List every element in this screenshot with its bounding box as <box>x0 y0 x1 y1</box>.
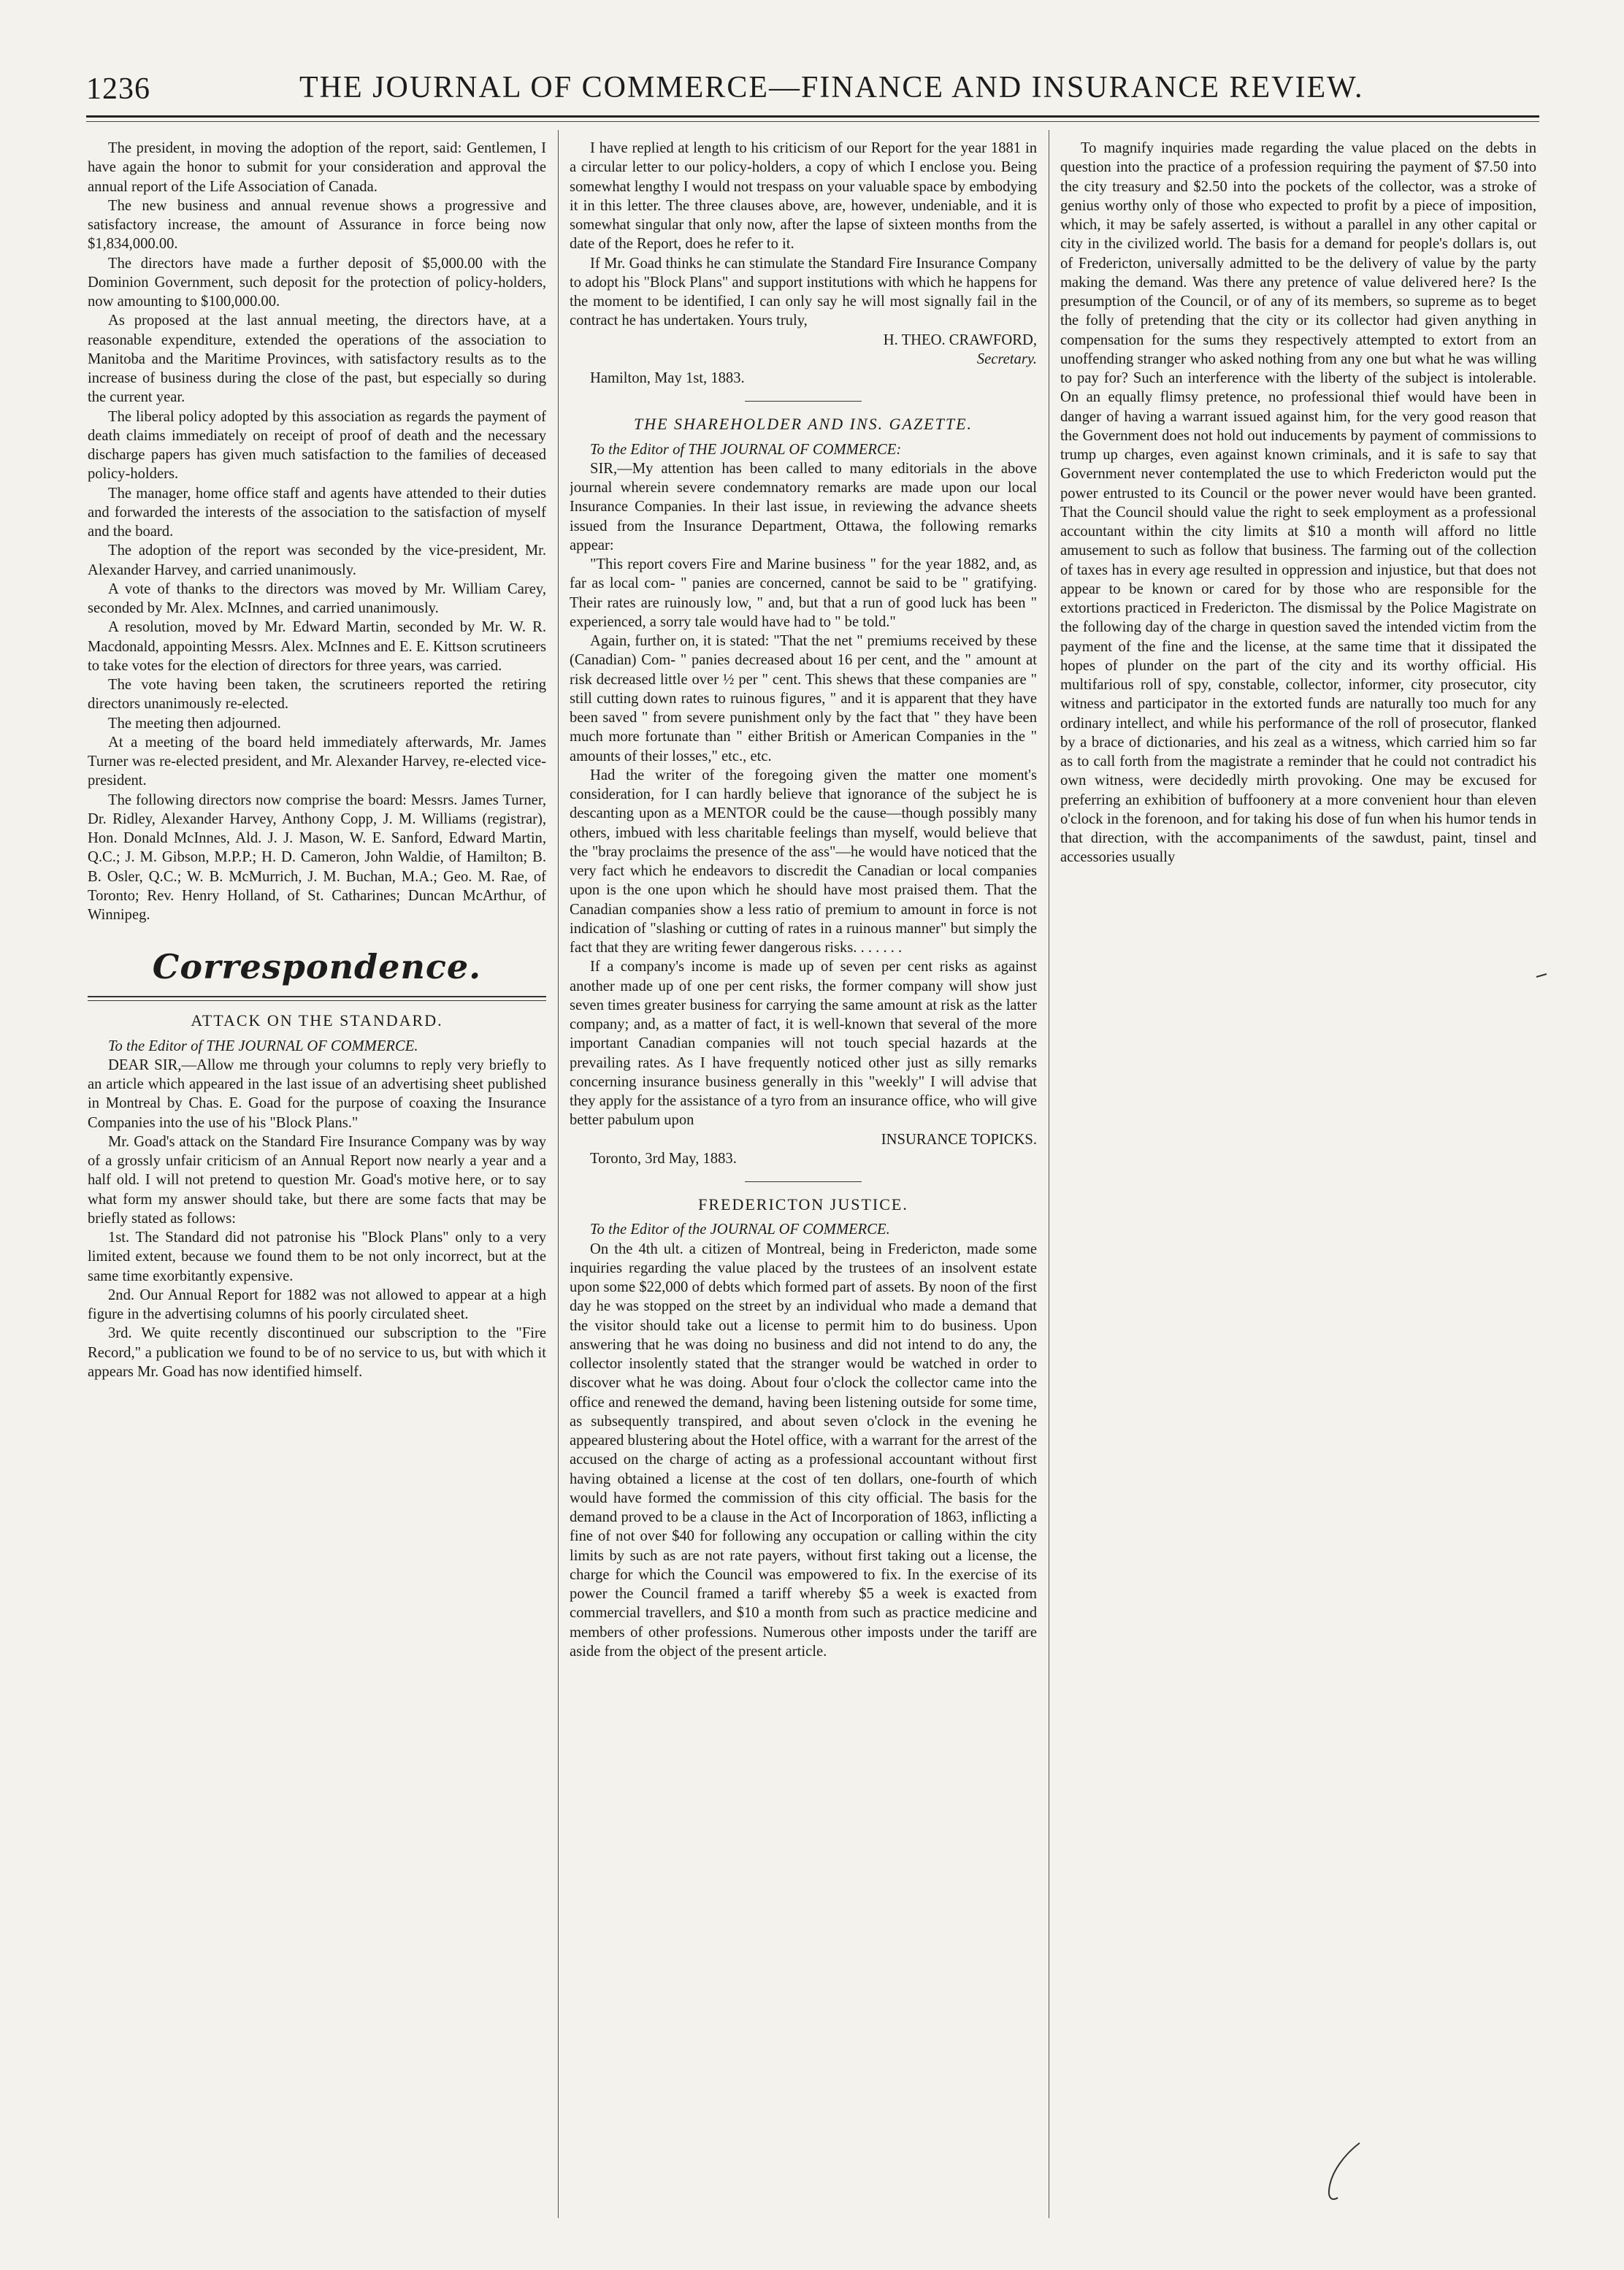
running-head: THE JOURNAL OF COMMERCE—FINANCE AND INSURANCE REVIEW. <box>299 71 1364 104</box>
column-1 <box>88 139 546 2139</box>
paragraph: To magnify inquiries made regarding the value placed on the debts in question into the practice of a profession requiring the payment of $7.50 into the city treasury and $2.50 into the pockets of the collector, was a stroke of genius worthy only of those who expected to profit by a piece of imposition, which, it may be safely asserted, is without a parallel in any other capital or city in the civilized world. The basis for a demand for people's dollars is, out of Fredericton, universally admitted to be the delivery of value by the party making the demand. Was there any pretence of value delivered here? Is the presumption of the Council, or of any of its members, so supreme as to beget the folly of pretending that the city or its collector had given anything in compensation for the sums they respectively attempted to extort from an unoffending stranger who asked nothing from any one but what he was willing to pay for? Such an interference with the liberty of the subject is intolerable. On an equally flimsy pretence, no professional thief would have been in danger of having a warrant issued against him, for the very good reason that the Government does not hold out inducements by payment of commissions to trump up charges, even against known criminals, and it is safe to say that Government never contemplated the use to which Fredericton would put the power entrusted to its Council or the power never would have been granted. That the Council should value the right to seek employment as a professional accountant within the city limits at $10 a month will afford no little amusement to such as follow that business. The farming out of the collection of taxes has in every age resulted in oppression and injustice, but that does not appear to be known or cared for by those who are responsible for the extortions practiced in Fredericton. The dismissal by the Police Magistrate on the following day of the charge in question saved the intended victim from the payment of the fine and the license, at the same time that it dissipated the hopes of plunder on the part of the city and its worthy official. His multifarious roll of spy, constable, collector, informer, city prosecutor, city witness and participator in the extorted funds are naturally too much for any ordinary intellect, and while his performance of the roll of prosecutor, flanked by a brace of dictionaries, and his zeal as a witness, which carried him so far as to call forth from the magistrate a reminder that he could not contradict his own witness, were decidedly mirth provoking. One may be excused for preferring an exhibition of buffoonery at a more convenient hour than eleven o'clock in the forenoon, and for taking his dose of fun when his humor tends in that direction, with the accompaniments of the sawdust, paint, tinsel and accessories usually <box>1060 140 1536 866</box>
quoted-paragraph: "This report covers Fire and Marine business " for the year 1882, and, as far as local com- " panies are concerned, cannot be said to be " gratifying. Their rates are ruinously low, " and, but that a run of good luck has been " experienced, a sorry tale would have had to " be told." <box>570 556 1037 630</box>
paragraph: The meeting then adjourned. <box>108 715 281 732</box>
page-number: 1236 <box>86 72 150 106</box>
paragraph: The manager, home office staff and agents have attended to their duties and forwarded the interests of the association to the satisfaction of myself and the board. <box>88 485 546 540</box>
paragraph: Mr. Goad's attack on the Standard Fire Insurance Company was by way of a grossly unfair criticism of an Annual Report now nearly a year and a half old. I will not pretend to question Mr. Goad's motive here, or to say what form my answer should take, but there are some facts that may be briefly stated as follows: <box>88 1133 546 1227</box>
margin-pen-mark <box>1535 971 1550 980</box>
header-rule-thin <box>86 121 1539 122</box>
section-double-rule <box>88 996 546 1001</box>
letter-dateline: Toronto, 3rd May, 1883. <box>590 1150 737 1167</box>
letter-signature: INSURANCE TOPICKS. <box>881 1131 1037 1148</box>
column-2 <box>570 139 1037 2110</box>
paragraph: A resolution, moved by Mr. Edward Martin, seconded by Mr. W. R. Macdonald, appointing Messrs. Alex. McInnes and E. E. Kittson scrutineers to take votes for the election of directors for three years, was carried. <box>88 619 546 674</box>
quoted-paragraph: Again, further on, it is stated: "That the net " premiums received by these (Canadian) Com- " panies decreased about 16 per cent, and the " amount at risk decreased little over ½ per " cent. This shews that these companies are " still cutting down rates to ruinous figures, " and it is apparent that they have been saved " from severe punishment only by the fact that " they have been much more fortunate than " either British or American Companies in the " amounts of their losses," etc., etc. <box>570 633 1037 764</box>
header-rule <box>86 115 1539 118</box>
letter-salutation: To the Editor of THE JOURNAL OF COMMERCE: <box>590 441 902 458</box>
letter-signature: H. THEO. CRAWFORD, <box>883 331 1037 348</box>
paragraph: If Mr. Goad thinks he can stimulate the Standard Fire Insurance Company to adopt his "Block Plans" and support institutions with which he happens for the moment to be identified, I can only say he will most signally fail in the contract he has undertaken. Yours truly, <box>570 255 1037 329</box>
letter-salutation: To the Editor of the JOURNAL OF COMMERCE. <box>590 1222 890 1238</box>
paragraph: 1st. The Standard did not patronise his "Block Plans" only to a very limited extent, because we found them to be not only incorrect, but at the same time exorbitantly expensive. <box>88 1230 546 1284</box>
paragraph: As proposed at the last annual meeting, the directors have, at a reasonable expenditure, extended the operations of the association to Manitoba and the Maritime Provinces, with satisfactory results as to the increase of business during the close of the past, but especially so during the current year. <box>88 312 546 406</box>
paragraph: The directors have made a further deposit of $5,000.00 with the Dominion Government, such deposit for the protection of policy-holders, now amounting to $100,000.00. <box>88 255 546 310</box>
section-rule <box>745 401 862 402</box>
paragraph: 2nd. Our Annual Report for 1882 was not allowed to appear at a high figure in the advertising columns of his poorly circulated sheet. <box>88 1287 546 1322</box>
section-rule <box>745 1181 862 1182</box>
paragraph: The following directors now comprise the board: Messrs. James Turner, Dr. Ridley, Alexander Harvey, Anthony Copp, J. M. Williams (registrar), Hon. Donald McInnes, Ald. J. J. Mason, W. E. Sanford, Edward Martin, Q.C.; J. M. Gibson, M.P.P.; H. D. Cameron, John Waldie, of Hamilton; B. B. Osler, Q.C.; W. B. McMurrich, J. M. Buchan, M.A.; Geo. M. Rae, of Toronto; Rev. Henry Holland, of St. Catharines; Duncan McArthur, of Winnipeg. <box>88 791 546 923</box>
paragraph: A vote of thanks to the directors was moved by Mr. William Carey, seconded by Mr. Alex. McInnes, and carried unanimously. <box>88 580 546 616</box>
paragraph: If a company's income is made up of seven per cent risks as against another made up of one per cent risks, the former company will show just seven times greater business for carrying the same amount at risk as the latter company; and, as a matter of fact, it is well-known that several of the more important Canadian companies will not touch special hazards at the prevailing rates. As I have frequently noticed other just as silly remarks concerning insurance business generally in this "weekly" I will advise that they apply for the assistance of a tyro from an insurance office, who will give better pabulum upon <box>570 959 1037 1129</box>
paragraph: The vote having been taken, the scrutineers reported the retiring directors unanimously re-elected. <box>88 677 546 713</box>
paragraph: The president, in moving the adoption of the report, said: Gentlemen, I have again the honor to submit for your consideration and approval the annual report of the Life Association of Canada. <box>88 140 546 195</box>
letter-title: FREDERICTON JUSTICE. <box>698 1195 908 1213</box>
paragraph: The new business and annual revenue shows a progressive and satisfactory increase, the amount of Assurance in force being now $1,834,000.00. <box>88 197 546 253</box>
paragraph: The liberal policy adopted by this association as regards the payment of death claims immediately on receipt of proof of death and the necessary discharge papers has given much satisfaction to the families of deceased policy-holders. <box>88 408 546 483</box>
paragraph: At a meeting of the board held immediately afterwards, Mr. James Turner was re-elected president, and Mr. Alexander Harvey, re-elected vice-president. <box>88 734 546 789</box>
letter-signature-title: Secretary. <box>976 350 1037 367</box>
paragraph: 3rd. We quite recently discontinued our subscription to the "Fire Record," a publication we found to be of no service to us, but with which it appears Mr. Goad has now identified himself. <box>88 1325 546 1380</box>
letter-title: ATTACK ON THE STANDARD. <box>191 1011 443 1030</box>
letter-title: THE SHAREHOLDER AND INS. GAZETTE. <box>633 415 973 434</box>
column-3 <box>1060 139 1536 2190</box>
handwritten-pen-stroke <box>1316 2139 1382 2205</box>
paragraph: DEAR SIR,—Allow me through your columns to reply very briefly to an article which appeared in the last issue of an advertising sheet published in Montreal by Chas. E. Goad for the purpose of coaxing the Insurance Companies into the use of his "Block Plans." <box>88 1057 546 1131</box>
column-rule-1 <box>558 130 559 2218</box>
paragraph: SIR,—My attention has been called to many editorials in the above journal wherein severe condemnatory remarks are made upon our local Insurance Companies. In their last issue, in reviewing the advance sheets issued from the Insurance Department, Ottawa, the following remarks appear: <box>570 460 1037 553</box>
paragraph: I have replied at length to his criticism of our Report for the year 1881 in a circular letter to our policy-holders, a copy of which I enclose you. Being somewhat lengthy I would not trespass on your valuable space by embodying it in this letter. The three clauses above, are, however, undeniable, and it is somewhat singular that only now, after the lapse of sixteen months from the date of the Report, does he refer to it. <box>570 140 1037 253</box>
paragraph: Had the writer of the foregoing given the matter one moment's consideration, for I can hardly believe that ignorance of the subject he is descanting upon as a MENTOR could be the cause—though possibly many others, imbued with less charitable feelings than myself, would believe that the "bray proclaims the presence of the ass"—he would have noticed that the very fact which he endeavors to discredit the Canadian or local companies upon is the one upon which he should have most praised them. That the Canadian companies show a less ratio of premium to amount in force is not indication of "slashing or cutting of rates in a ruinous manner" but simply the fact that they are writing fewer dangerous risks. . . . . . . <box>570 767 1037 956</box>
paragraph: On the 4th ult. a citizen of Montreal, being in Fredericton, made some inquiries regarding the value placed by the trustees of an insolvent estate upon some $22,000 of debts which formed part of assets. By noon of the first day he was stopped on the street by an individual who made a demand that the visitor should take out a license to permit him to do business. Upon answering that he was doing no business and did not intend to do any, the collector insolently stated that the stranger would be watched in order to discover what he was doing. About four o'clock the collector came into the office and renewed the demand, having been listening outside for some time, as subsequently transpired, and about seven o'clock in the evening he appeared blustering about the Hotel office, with a warrant for the arrest of the accused on the charge of acting as a professional accountant without first having obtained a license at the cost of ten dollars, one-fourth of which would have formed the commission of this city official. The basis for the demand proved to be a clause in the Act of Incorporation of 1863, inflicting a fine of not over $40 for following any occupation or calling within the city limits by such as are not rate payers, without first taking out a license, the charge for which the Council was empowered to fix. In the exercise of its power the Council framed a tariff whereby $5 a week is exacted from commercial travellers, and $10 a month from such as practice medicine and members of other professions. Numerous other imposts under the tariff are aside from the object of the present article. <box>570 1241 1037 1660</box>
letter-salutation: To the Editor of THE JOURNAL OF COMMERCE. <box>108 1038 418 1054</box>
paragraph: The adoption of the report was seconded by the vice-president, Mr. Alexander Harvey, and carried unanimously. <box>88 542 546 578</box>
correspondence-heading: Correspondence. <box>152 947 482 987</box>
letter-dateline: Hamilton, May 1st, 1883. <box>590 370 745 386</box>
